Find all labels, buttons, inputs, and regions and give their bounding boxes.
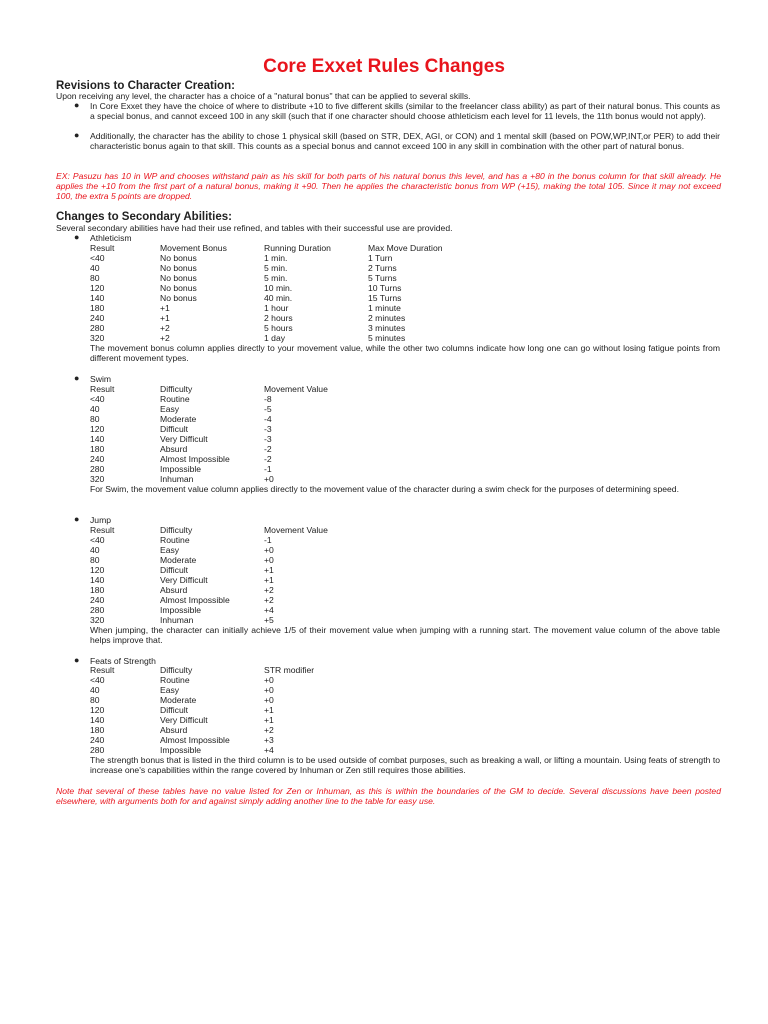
table-row bbox=[90, 323, 478, 333]
table-cell: +1 bbox=[264, 575, 274, 585]
table-cell: Difficult bbox=[160, 565, 189, 575]
table-cell: -1 bbox=[264, 464, 272, 474]
creation-bullet-1: In Core Exxet they have the choice of where to distribute +10 to five different skills (similar to the freelancer class ability) as part of their natural bonus. This counts as a special bonus, and cannot exceed 100 in any skill (such that if one character should choose athleticism each level for 11 levels, the 11th bonus would not apply). bbox=[90, 101, 720, 121]
table-cell: Routine bbox=[160, 535, 190, 545]
table-cell: Very Difficult bbox=[160, 715, 208, 725]
column-header: Movement Value bbox=[264, 384, 328, 394]
table-cell: Easy bbox=[160, 545, 180, 555]
table-row bbox=[90, 695, 368, 705]
table-cell: 80 bbox=[90, 414, 100, 424]
table-cell: 280 bbox=[90, 745, 105, 755]
table-cell: 180 bbox=[90, 444, 105, 454]
table-row bbox=[90, 615, 368, 625]
table-row bbox=[90, 303, 478, 313]
table-cell: Absurd bbox=[160, 585, 188, 595]
table-cell: Difficult bbox=[160, 705, 189, 715]
table-cell: +1 bbox=[264, 715, 274, 725]
swim-note: For Swim, the movement value column applies directly to the movement value of the character during a swim check for the purposes of determining speed. bbox=[90, 484, 679, 494]
table-cell: -2 bbox=[264, 454, 272, 464]
table-cell: 280 bbox=[90, 605, 105, 615]
table-cell: 1 minute bbox=[368, 303, 401, 313]
athleticism-note: The movement bonus column applies directly to your movement value, while the other two columns indicate how long one can go without losing fatigue points from different movement types. bbox=[90, 343, 720, 363]
table-cell: Moderate bbox=[160, 555, 197, 565]
table-cell: +2 bbox=[264, 595, 274, 605]
table-cell: 1 day bbox=[264, 333, 286, 343]
table-row bbox=[90, 575, 368, 585]
table-cell: 320 bbox=[90, 474, 105, 484]
table-row bbox=[90, 715, 368, 725]
table-cell: 180 bbox=[90, 303, 105, 313]
table-row bbox=[90, 333, 478, 343]
table-cell: 2 minutes bbox=[368, 313, 406, 323]
table-cell: 2 Turns bbox=[368, 263, 397, 273]
table-cell: 120 bbox=[90, 565, 105, 575]
table-cell: 1 Turn bbox=[368, 253, 393, 263]
table-cell: 10 min. bbox=[264, 283, 293, 293]
column-header: Result bbox=[90, 384, 115, 394]
table-cell: +0 bbox=[264, 695, 274, 705]
table-cell: 5 min. bbox=[264, 273, 288, 283]
column-header: Result bbox=[90, 243, 115, 253]
table-cell: +4 bbox=[264, 605, 274, 615]
table-row bbox=[90, 735, 368, 745]
table-cell: 180 bbox=[90, 585, 105, 595]
table-cell: Easy bbox=[160, 685, 180, 695]
table-header-row bbox=[90, 525, 368, 535]
strength-note: The strength bonus that is listed in the third column is to be used outside of combat purposes, such as breaking a wall, or lifting a mountain. Using feats of strength to increase one's capabilities within the range covered by Inhuman or Zen still requires those abilities. bbox=[90, 755, 720, 775]
table-row bbox=[90, 283, 478, 293]
table-header-row bbox=[90, 665, 368, 675]
strength-label: Feats of Strength bbox=[90, 656, 156, 666]
table-cell: Routine bbox=[160, 675, 190, 685]
table-cell: 80 bbox=[90, 555, 100, 565]
table-cell: +0 bbox=[264, 685, 274, 695]
creation-heading: Revisions to Character Creation: bbox=[56, 80, 235, 92]
table-cell: +2 bbox=[264, 725, 274, 735]
athleticism-label: Athleticism bbox=[90, 233, 132, 243]
bullet-icon: ● bbox=[74, 655, 80, 665]
table-cell: Absurd bbox=[160, 725, 188, 735]
creation-intro: Upon receiving any level, the character has a choice of a "natural bonus" that can be applied to several skills. bbox=[56, 91, 471, 101]
table-row bbox=[90, 705, 368, 715]
table-cell: 2 hours bbox=[264, 313, 293, 323]
table-row bbox=[90, 585, 368, 595]
column-header: Difficulty bbox=[160, 384, 193, 394]
table-cell: +1 bbox=[264, 705, 274, 715]
table-cell: +1 bbox=[160, 313, 170, 323]
creation-example: EX: Pasuzu has 10 in WP and chooses withstand pain as his skill for both parts of his natural bonus this level, and has a +80 in the bonus column for that skill already. He applies the +10 from the first part of a natural bonus, making it +90. Then he applies the characteristic bonus from WP (+15), making the total 105. Since it may not exceed 100, the extra 5 points are dropped. bbox=[56, 171, 721, 201]
table-cell: 1 hour bbox=[264, 303, 289, 313]
table-cell: -4 bbox=[264, 414, 272, 424]
column-header: Movement Bonus bbox=[160, 243, 227, 253]
swim-label: Swim bbox=[90, 374, 112, 384]
table-cell: 180 bbox=[90, 725, 105, 735]
table-cell: -2 bbox=[264, 444, 272, 454]
table-cell: +0 bbox=[264, 545, 274, 555]
table-cell: 120 bbox=[90, 705, 105, 715]
table-cell: Moderate bbox=[160, 695, 197, 705]
table-cell: +0 bbox=[264, 675, 274, 685]
table-row bbox=[90, 565, 368, 575]
table-cell: No bonus bbox=[160, 283, 197, 293]
bullet-icon: ● bbox=[74, 130, 80, 140]
table-cell: 240 bbox=[90, 454, 105, 464]
table-cell: 140 bbox=[90, 575, 105, 585]
table-cell: Difficult bbox=[160, 424, 189, 434]
jump-note: When jumping, the character can initially achieve 1/5 of their movement value when jumping with a running start. The movement value column of the above table helps improve that. bbox=[90, 625, 720, 645]
table-cell: -8 bbox=[264, 394, 272, 404]
swim-table bbox=[90, 384, 368, 484]
table-cell: Almost Impossible bbox=[160, 454, 230, 464]
table-cell: 280 bbox=[90, 323, 105, 333]
table-cell: Very Difficult bbox=[160, 575, 208, 585]
table-cell: Routine bbox=[160, 394, 190, 404]
table-row bbox=[90, 434, 368, 444]
strength-table bbox=[90, 665, 368, 755]
table-row bbox=[90, 675, 368, 685]
athleticism-table bbox=[90, 243, 478, 343]
table-cell: +3 bbox=[264, 735, 274, 745]
table-cell: Impossible bbox=[160, 464, 202, 474]
table-row bbox=[90, 313, 478, 323]
table-cell: Impossible bbox=[160, 745, 202, 755]
table-cell: 240 bbox=[90, 735, 105, 745]
table-cell: +0 bbox=[264, 555, 274, 565]
table-row bbox=[90, 545, 368, 555]
final-note: Note that several of these tables have no value listed for Zen or Inhuman, as this is within the boundaries of the GM to decide. Several discussions have been posted elsewhere, with arguments both for and against simply adding another line to the table for easy use. bbox=[56, 786, 721, 806]
table-cell: -5 bbox=[264, 404, 272, 414]
table-row bbox=[90, 263, 478, 273]
column-header: Running Duration bbox=[264, 243, 331, 253]
table-cell: 1 min. bbox=[264, 253, 288, 263]
table-row bbox=[90, 424, 368, 434]
table-cell: 140 bbox=[90, 715, 105, 725]
table-row bbox=[90, 414, 368, 424]
table-cell: 80 bbox=[90, 273, 100, 283]
table-cell: <40 bbox=[90, 253, 105, 263]
jump-table bbox=[90, 525, 368, 625]
table-cell: Easy bbox=[160, 404, 180, 414]
table-cell: 40 bbox=[90, 685, 100, 695]
table-cell: No bonus bbox=[160, 263, 197, 273]
column-header: Result bbox=[90, 525, 115, 535]
table-cell: +5 bbox=[264, 615, 274, 625]
table-cell: 10 Turns bbox=[368, 283, 402, 293]
table-cell: <40 bbox=[90, 535, 105, 545]
table-row bbox=[90, 273, 478, 283]
table-cell: 320 bbox=[90, 615, 105, 625]
table-cell: +1 bbox=[160, 303, 170, 313]
table-cell: 320 bbox=[90, 333, 105, 343]
table-row bbox=[90, 725, 368, 735]
table-cell: 140 bbox=[90, 293, 105, 303]
table-cell: Moderate bbox=[160, 414, 197, 424]
table-cell: 15 Turns bbox=[368, 293, 402, 303]
table-cell: 5 Turns bbox=[368, 273, 397, 283]
table-cell: 40 bbox=[90, 263, 100, 273]
table-cell: 80 bbox=[90, 695, 100, 705]
column-header: Movement Value bbox=[264, 525, 328, 535]
table-cell: 240 bbox=[90, 595, 105, 605]
table-cell: 5 hours bbox=[264, 323, 293, 333]
table-cell: 5 minutes bbox=[368, 333, 406, 343]
table-row bbox=[90, 745, 368, 755]
table-cell: 40 bbox=[90, 404, 100, 414]
table-header-row bbox=[90, 384, 368, 394]
table-cell: +0 bbox=[264, 474, 274, 484]
table-cell: 140 bbox=[90, 434, 105, 444]
table-cell: 120 bbox=[90, 424, 105, 434]
table-cell: Absurd bbox=[160, 444, 188, 454]
table-cell: <40 bbox=[90, 394, 105, 404]
column-header: Difficulty bbox=[160, 665, 193, 675]
table-row bbox=[90, 555, 368, 565]
table-row bbox=[90, 535, 368, 545]
table-row bbox=[90, 454, 368, 464]
table-row bbox=[90, 444, 368, 454]
table-cell: +1 bbox=[264, 565, 274, 575]
table-row bbox=[90, 464, 368, 474]
table-cell: +2 bbox=[160, 323, 170, 333]
table-cell: 40 bbox=[90, 545, 100, 555]
table-row bbox=[90, 394, 368, 404]
table-cell: 40 min. bbox=[264, 293, 293, 303]
bullet-icon: ● bbox=[74, 232, 80, 242]
table-cell: Almost Impossible bbox=[160, 595, 230, 605]
table-cell: 120 bbox=[90, 283, 105, 293]
table-cell: 280 bbox=[90, 464, 105, 474]
table-cell: Very Difficult bbox=[160, 434, 208, 444]
table-cell: -1 bbox=[264, 535, 272, 545]
table-cell: Inhuman bbox=[160, 474, 194, 484]
column-header: Result bbox=[90, 665, 115, 675]
table-row bbox=[90, 605, 368, 615]
table-row bbox=[90, 293, 478, 303]
table-cell: 3 minutes bbox=[368, 323, 406, 333]
table-cell: 240 bbox=[90, 313, 105, 323]
table-row bbox=[90, 404, 368, 414]
table-cell: -3 bbox=[264, 434, 272, 444]
table-cell: 5 min. bbox=[264, 263, 288, 273]
table-cell: +2 bbox=[160, 333, 170, 343]
column-header: Difficulty bbox=[160, 525, 193, 535]
table-row bbox=[90, 685, 368, 695]
table-row bbox=[90, 253, 478, 263]
table-row bbox=[90, 474, 368, 484]
table-row bbox=[90, 595, 368, 605]
table-cell: +4 bbox=[264, 745, 274, 755]
table-cell: No bonus bbox=[160, 273, 197, 283]
secondary-intro: Several secondary abilities have had their use refined, and tables with their successful use are provided. bbox=[56, 223, 453, 233]
table-cell: -3 bbox=[264, 424, 272, 434]
table-header-row bbox=[90, 243, 478, 253]
page-title: Core Exxet Rules Changes bbox=[263, 56, 505, 77]
jump-label: Jump bbox=[90, 515, 112, 525]
secondary-heading: Changes to Secondary Abilities: bbox=[56, 211, 232, 223]
table-cell: Impossible bbox=[160, 605, 202, 615]
bullet-icon: ● bbox=[74, 100, 80, 110]
bullet-icon: ● bbox=[74, 514, 80, 524]
column-header: Max Move Duration bbox=[368, 243, 443, 253]
table-cell: +2 bbox=[264, 585, 274, 595]
table-cell: No bonus bbox=[160, 293, 197, 303]
table-cell: Inhuman bbox=[160, 615, 194, 625]
column-header: STR modifier bbox=[264, 665, 315, 675]
creation-bullet-2: Additionally, the character has the ability to chose 1 physical skill (based on STR, DEX, AGI, or CON) and 1 mental skill (based on POW,WP,INT,or PER) to add their characteristic bonus again to that skill. This counts as a special bonus and cannot exceed 100 in any skill in combination with the other part of natural bonus. bbox=[90, 131, 720, 151]
table-cell: No bonus bbox=[160, 253, 197, 263]
table-cell: <40 bbox=[90, 675, 105, 685]
bullet-icon: ● bbox=[74, 373, 80, 383]
table-cell: Almost Impossible bbox=[160, 735, 230, 745]
